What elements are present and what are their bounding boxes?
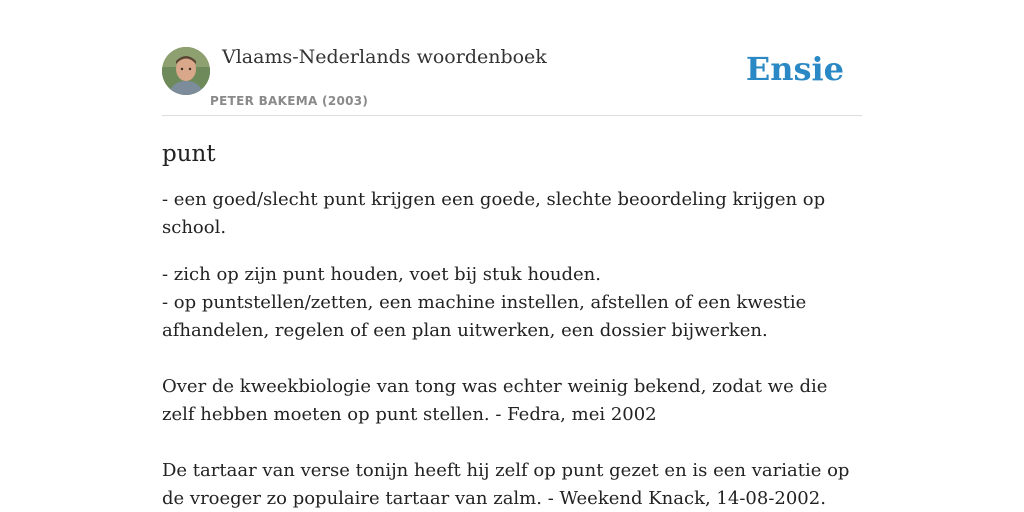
ensie-logo[interactable]: Ensie xyxy=(745,50,844,88)
entry-content xyxy=(162,137,862,512)
author-portrait-icon xyxy=(162,47,210,95)
definition-paragraph: - een goed/slecht punt krijgen een goede, slechte beoordeling krijgen op school. xyxy=(162,189,826,238)
dictionary-title[interactable]: Vlaams-Nederlands woordenboek xyxy=(222,46,547,68)
entry-word: punt xyxy=(162,141,216,167)
entry-header xyxy=(162,40,862,116)
author-avatar[interactable] xyxy=(162,47,210,95)
definition-paragraph: - zich op zijn punt houden, voet bij stuk houden. - op puntstellen/zetten, een machine instellen, afstellen of een kwestie afhandelen, regelen of een plan uitwerken, een dossier bijwerken. Over de kweekbiologie van tong was echter weinig bekend, zodat we die zelf hebben moeten op punt stellen. - Fedra, mei 2002 De tartaar van verse tonijn heeft hij zelf op punt gezet en is een variatie op de vroeger zo populaire tartaar van zalm. - Weekend Knack, 14-08-2002. xyxy=(162,264,850,509)
author-name[interactable]: PETER BAKEMA (2003) xyxy=(210,94,369,108)
